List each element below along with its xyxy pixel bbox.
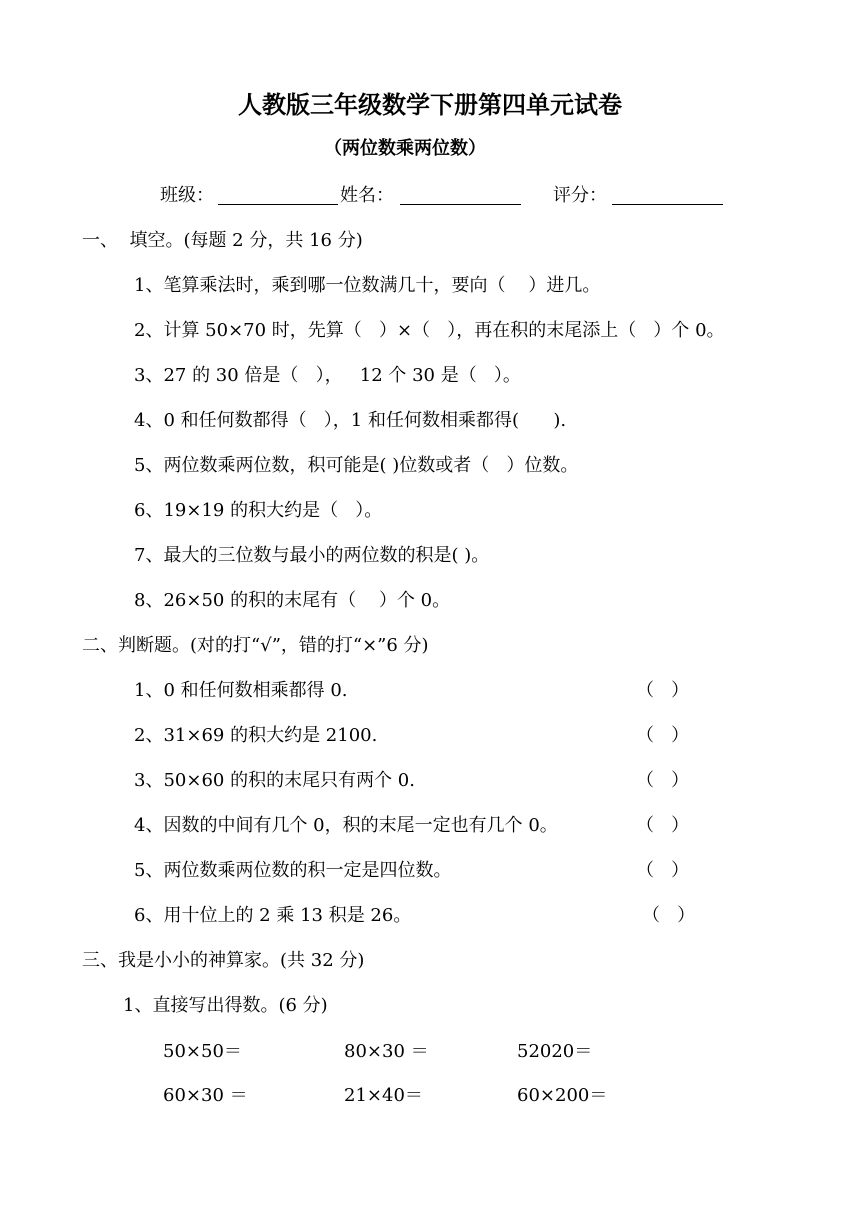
score-blank-line[interactable] <box>612 204 723 205</box>
judge-item-3: 3、50×60 的积的末尾只有两个 0. <box>134 770 415 791</box>
judge-answer-1[interactable]: （ ） <box>636 680 690 701</box>
judge-item-2: 2、31×69 的积大约是 2100. <box>134 725 378 746</box>
section3-heading: 三、我是小小的神算家。(共 32 分) <box>82 950 365 971</box>
section2-heading: 二、判断题。(对的打“√”，错的打“×”6 分) <box>82 635 429 656</box>
judge-answer-3[interactable]: （ ） <box>636 770 690 791</box>
fill-item-5: 5、两位数乘两位数，积可能是( )位数或者（ ）位数。 <box>134 455 579 476</box>
fill-item-3: 3、27 的 30 倍是（ ）， 12 个 30 是（ ）。 <box>134 365 521 386</box>
fill-item-8: 8、26×50 的积的末尾有（ ）个 0。 <box>134 590 451 611</box>
calc-r1-c3: 52020＝ <box>517 1041 593 1062</box>
calc-r2-c1: 60×30 ＝ <box>163 1085 248 1106</box>
class-label: 班级： <box>160 185 214 206</box>
fill-item-6: 6、19×19 的积大约是（ ）。 <box>134 500 383 521</box>
judge-item-6: 6、用十位上的 2 乘 13 积是 26。 <box>134 905 412 926</box>
calc-r2-c3: 60×200＝ <box>517 1085 608 1106</box>
judge-answer-5[interactable]: （ ） <box>636 860 690 881</box>
page-title: 人教版三年级数学下册第四单元试卷 <box>238 90 622 119</box>
section3-sub1-heading: 1、直接写出得数。(6 分) <box>123 995 328 1016</box>
fill-item-1: 1、笔算乘法时，乘到哪一位数满几十，要向（ ）进几。 <box>134 275 601 296</box>
fill-item-4: 4、0 和任何数都得（ ），1 和任何数相乘都得( ). <box>134 410 567 431</box>
name-label: 姓名： <box>340 185 394 206</box>
judge-item-1: 1、0 和任何数相乘都得 0. <box>134 680 348 701</box>
section1-heading: 一、 填空。(每题 2 分，共 16 分) <box>82 230 363 251</box>
fill-item-2: 2、计算 50×70 时，先算（ ）×（ ），再在积的末尾添上（ ）个 0。 <box>134 320 725 341</box>
class-blank-line[interactable] <box>218 204 338 205</box>
judge-item-5: 5、两位数乘两位数的积一定是四位数。 <box>134 860 452 881</box>
score-label: 评分： <box>553 185 607 206</box>
calc-r1-c2: 80×30 ＝ <box>344 1041 429 1062</box>
judge-answer-6[interactable]: （ ） <box>642 905 696 926</box>
judge-answer-2[interactable]: （ ） <box>636 725 690 746</box>
judge-answer-4[interactable]: （ ） <box>636 815 690 836</box>
fill-item-7: 7、最大的三位数与最小的两位数的积是( )。 <box>134 545 490 566</box>
calc-r1-c1: 50×50＝ <box>163 1041 242 1062</box>
name-blank-line[interactable] <box>400 204 521 205</box>
calc-r2-c2: 21×40＝ <box>344 1085 423 1106</box>
judge-item-4: 4、因数的中间有几个 0，积的末尾一定也有几个 0。 <box>134 815 558 836</box>
page-subtitle: （两位数乘两位数） <box>324 138 486 159</box>
